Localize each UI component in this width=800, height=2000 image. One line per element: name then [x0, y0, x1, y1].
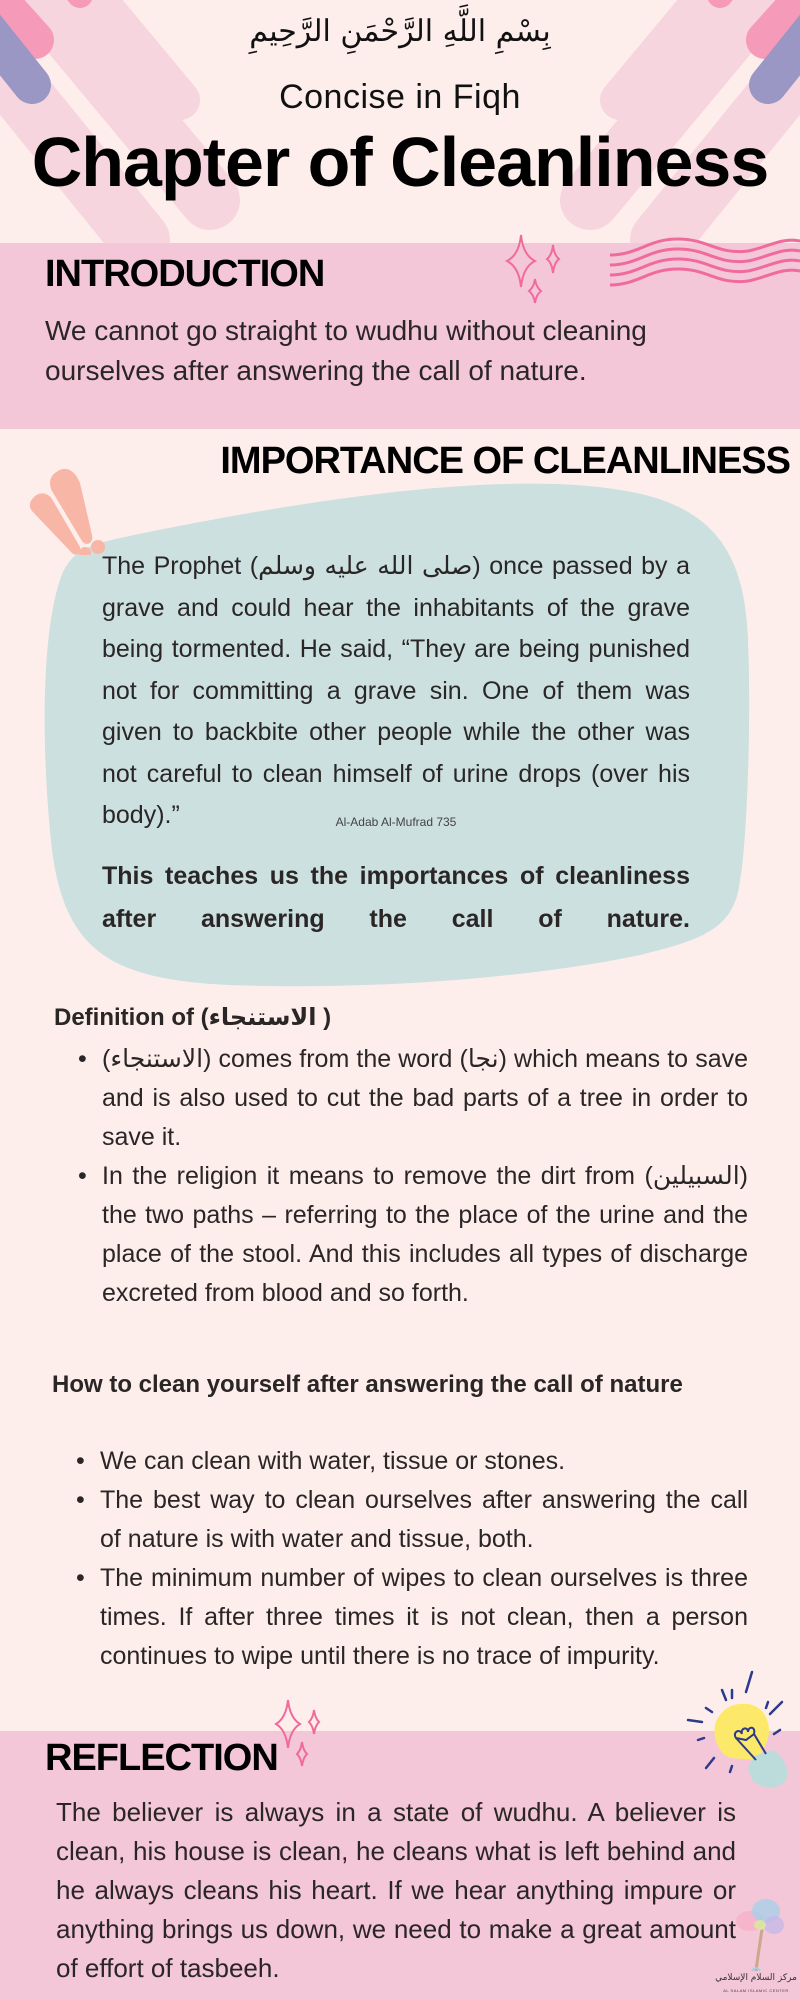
introduction-text: We cannot go straight to wudhu without cleaning ourselves after answering the call of nature.	[45, 315, 647, 386]
logo-arabic-text: مركز السلام الإسلامي	[715, 1973, 797, 1983]
hadith-source: Al-Adab Al-Mufrad 735	[335, 815, 457, 829]
hadith-quote: The Prophet (صلى الله عليه وسلم) once passed by a grave and could hear the inhabitants of the grave being tormented. He said, “They are being punished not for committing a grave sin. One of them was given to backbite other people while the other was not careful to clean himself of urine drops (over his body).”	[102, 552, 690, 829]
bismillah-calligraphy: بِسْمِ اللَّهِ الرَّحْمَنِ الرَّحِيمِ	[249, 14, 551, 49]
sparkle-icon	[268, 1698, 338, 1778]
how-to-clean-heading: How to clean yourself after answering the call of nature	[52, 1371, 683, 1398]
page-title: Chapter of Cleanliness	[31, 123, 769, 201]
reflection-heading: REFLECTION	[45, 1737, 278, 1779]
list-item: • The best way to clean ourselves after answering the call of nature is with water and tissue, both.	[76, 1486, 748, 1553]
definition-list	[78, 1040, 749, 1313]
list-item: • (الاستنجاء) comes from the word (نجا) which means to save and is also used to cut the bad parts of a tree in order to save it.	[78, 1045, 749, 1151]
tree-icon	[730, 1895, 786, 1973]
subtitle: Concise in Fiqh	[279, 78, 521, 116]
lesson-text: This teaches us the importances of cleanliness after answering the call of nature.	[102, 862, 690, 933]
list-item: • We can clean with water, tissue or stones.	[76, 1447, 566, 1475]
lightbulb-icon	[670, 1668, 800, 1790]
logo-english-text: AL SALAM ISLAMIC CENTER	[723, 1988, 789, 1993]
introduction-heading: INTRODUCTION	[45, 253, 325, 295]
exclamation-icon	[30, 455, 130, 555]
list-item: • In the religion it means to remove the dirt from (السبيلين) the two paths – referring to the place of the urine and the place of the stool. And this includes all types of discharge excreted from blood and so forth.	[78, 1162, 748, 1307]
al-salam-logo	[712, 1895, 800, 2000]
reflection-text: The believer is always in a state of wudhu. A believer is clean, his house is clean, he cleans what is left behind and he always cleans his heart. If we hear anything impure or anything brings us down, we need to make a great amount of effort of tasbeeh.	[56, 1797, 736, 1983]
how-to-clean-list	[76, 1442, 748, 1676]
importance-heading: IMPORTANCE OF CLEANLINESS	[220, 440, 790, 482]
definition-heading: Definition of (الاستنجاء )	[54, 1004, 332, 1031]
list-item: • The minimum number of wipes to clean ourselves is three times. If after three times it is not clean, then a person continues to wipe until there is no trace of impurity.	[76, 1564, 748, 1670]
